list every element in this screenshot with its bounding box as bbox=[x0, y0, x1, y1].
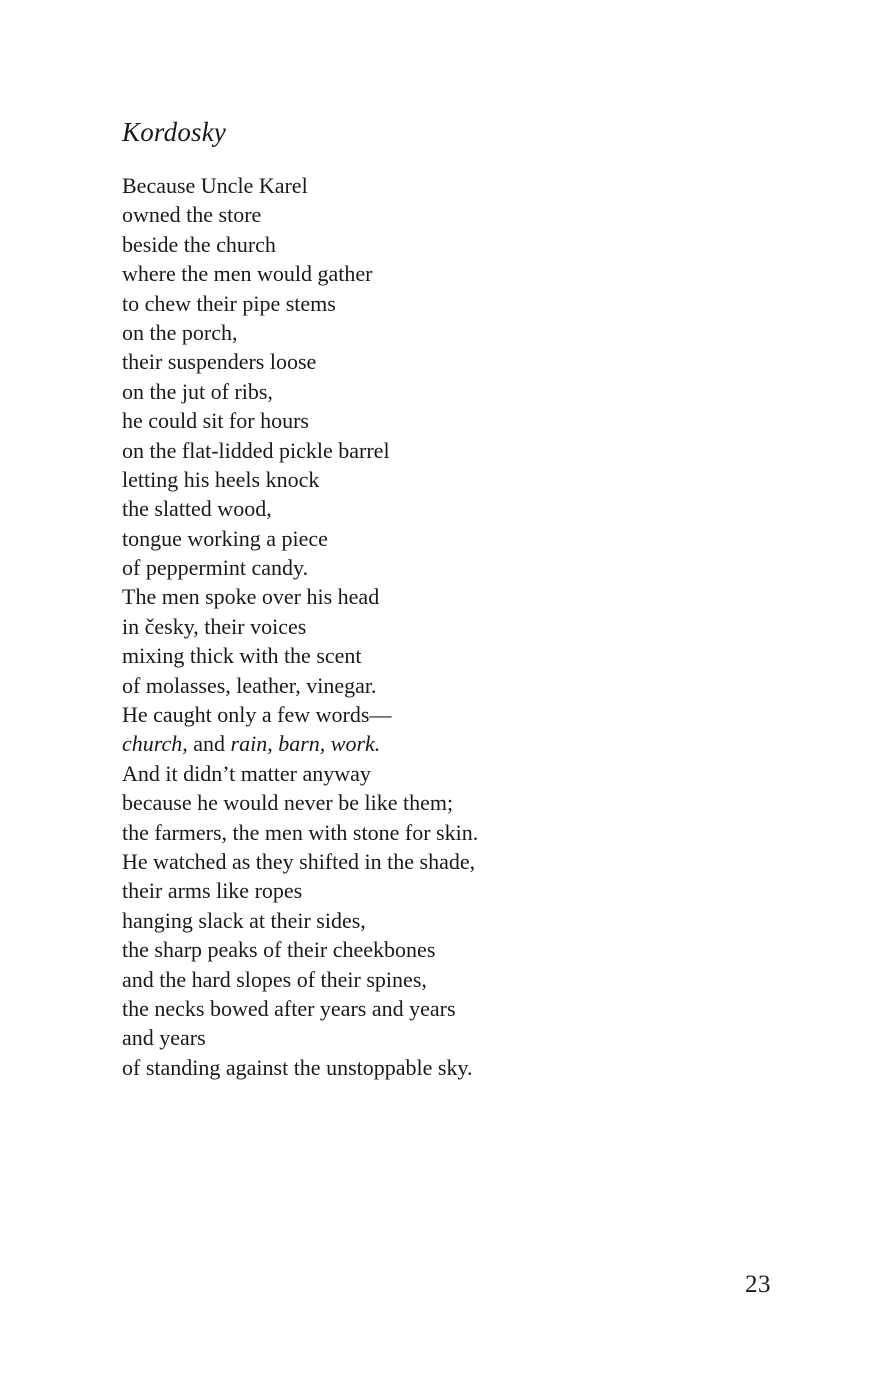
poem-line: The men spoke over his head bbox=[122, 584, 380, 610]
poem-line-mixed-italic bbox=[122, 729, 822, 758]
poem-italic-word: church bbox=[122, 731, 183, 757]
poem-line: the slatted wood, bbox=[122, 496, 272, 522]
poem-line: He watched as they shifted in the shade, bbox=[122, 848, 476, 874]
poem-line: of standing against the unstoppable sky. bbox=[122, 1054, 473, 1080]
page-number: 23 bbox=[745, 1271, 771, 1298]
poem-line: their arms like ropes bbox=[122, 878, 303, 904]
poem-line: in česky, their voices bbox=[122, 613, 307, 639]
poem-line: the necks bowed after years and years bbox=[122, 995, 456, 1021]
poem-line: And it didn’t matter anyway bbox=[122, 760, 371, 786]
poem-text: , and bbox=[182, 731, 231, 757]
poem-line: and years bbox=[122, 1025, 206, 1051]
poem-line: on the flat-lidded pickle barrel bbox=[122, 437, 390, 463]
poem-body bbox=[122, 171, 822, 1082]
poem-line: and the hard slopes of their spines, bbox=[122, 966, 427, 992]
poem-line: beside the church bbox=[122, 231, 276, 257]
poem-line: where the men would gather bbox=[122, 261, 373, 287]
poem-line: of molasses, leather, vinegar. bbox=[122, 672, 377, 698]
poem-italic-words: rain, barn, work. bbox=[230, 731, 381, 757]
poem-line: hanging slack at their sides, bbox=[122, 907, 366, 933]
poem-line: on the jut of ribs, bbox=[122, 378, 273, 404]
poem-line: He caught only a few words— bbox=[122, 702, 392, 728]
poem-line: the sharp peaks of their cheekbones bbox=[122, 937, 436, 963]
poem-line: tongue working a piece bbox=[122, 525, 328, 551]
poem-line: the farmers, the men with stone for skin. bbox=[122, 819, 479, 845]
poem-title: Kordosky bbox=[122, 117, 227, 147]
poem-line: owned the store bbox=[122, 202, 262, 228]
poem-line: letting his heels knock bbox=[122, 466, 320, 492]
poem-line: Because Uncle Karel bbox=[122, 173, 308, 198]
poem-line: of peppermint candy. bbox=[122, 555, 309, 581]
poem-line: their suspenders loose bbox=[122, 349, 317, 375]
poem-line: because he would never be like them; bbox=[122, 790, 454, 816]
poem-line: mixing thick with the scent bbox=[122, 643, 362, 669]
poem-line: on the porch, bbox=[122, 319, 238, 345]
poem-line: to chew their pipe stems bbox=[122, 290, 336, 316]
poem-line: he could sit for hours bbox=[122, 408, 309, 434]
